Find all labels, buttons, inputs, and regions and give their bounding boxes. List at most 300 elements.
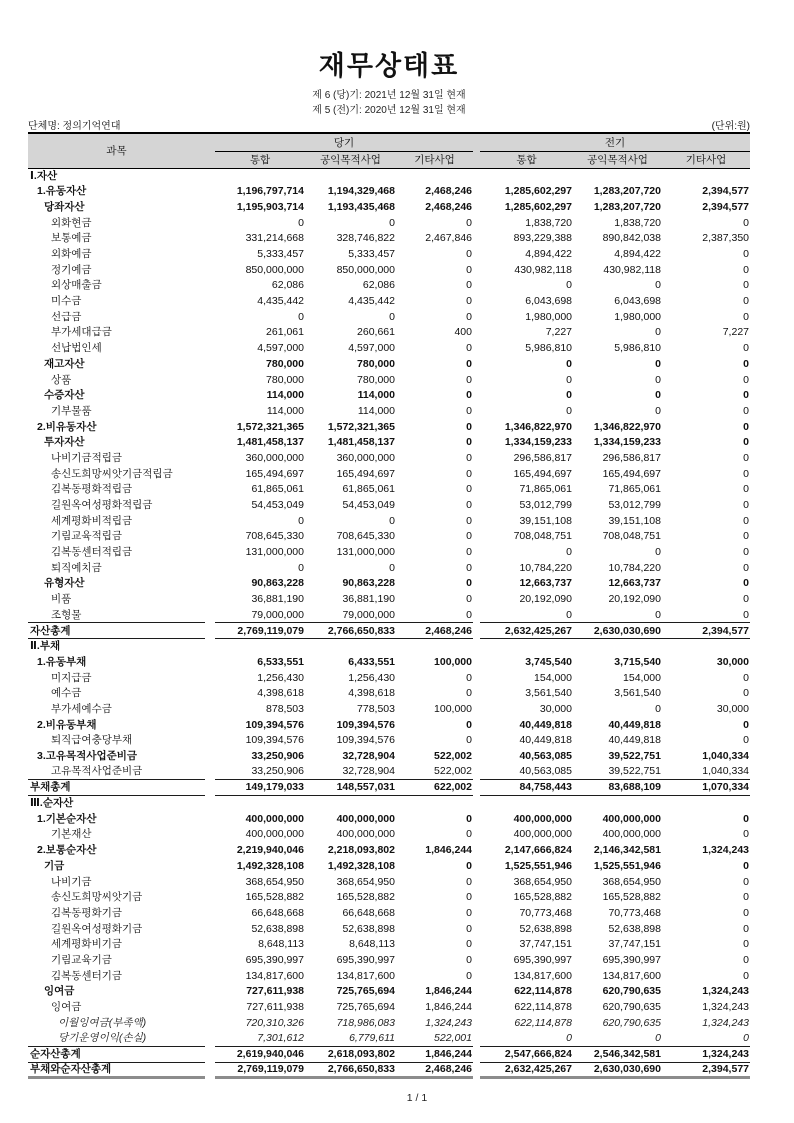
account-label: 1.기본순자산: [37, 812, 97, 825]
table-row: [28, 733, 750, 749]
column-gap: [205, 921, 215, 937]
column-gap: [205, 309, 215, 325]
amount-cell: 0: [466, 718, 472, 731]
column-gap: [205, 952, 215, 968]
amount-cell: 2,619,940,046: [215, 1047, 305, 1063]
amount-cell: 0: [466, 953, 472, 966]
amount-cell: 0: [655, 279, 661, 292]
account-label: 부채총계: [28, 780, 205, 796]
amount-cell: 0: [298, 310, 304, 323]
amount-cell: 1,525,551,946: [504, 859, 572, 872]
amount-cell: 0: [389, 216, 395, 229]
amount-cell: [215, 168, 305, 184]
account-label: 정기예금: [51, 263, 92, 276]
column-gap: [205, 1015, 215, 1031]
amount-cell: [305, 168, 396, 184]
amount-cell: 6,779,611: [349, 1032, 395, 1045]
column-gap: [473, 372, 480, 388]
amount-cell: 30,000: [539, 702, 572, 715]
amount-cell: 622,002: [396, 780, 473, 796]
account-label: 선급금: [51, 310, 82, 323]
account-label: 기본재산: [51, 828, 92, 841]
amount-cell: 331,214,668: [245, 232, 304, 245]
column-gap: [205, 356, 215, 372]
amount-cell: 134,817,600: [336, 969, 395, 982]
table-row: [28, 419, 750, 435]
amount-cell: 5,333,457: [257, 248, 304, 261]
amount-cell: 708,048,751: [602, 530, 661, 543]
amount-cell: 1,846,244: [396, 1047, 473, 1063]
table-row: [28, 827, 750, 843]
account-label: 1.유동부채: [37, 655, 87, 668]
table-row: [28, 482, 750, 498]
amount-cell: 114,000: [266, 404, 304, 417]
account-label: 길원옥여성평화기금: [51, 922, 143, 935]
column-gap: [473, 419, 480, 435]
column-gap: [473, 513, 480, 529]
column-gap: [473, 529, 480, 545]
column-gap: [205, 278, 215, 294]
amount-cell: 20,192,090: [608, 593, 661, 606]
amount-cell: 1,838,720: [525, 216, 572, 229]
amount-cell: 1,256,430: [348, 671, 395, 684]
column-gap: [205, 905, 215, 921]
amount-cell: 114,000: [357, 404, 395, 417]
amount-cell: 1,196,797,714: [236, 185, 304, 198]
column-gap: [473, 968, 480, 984]
account-label: 송신도희망씨앗기금적립금: [51, 467, 173, 480]
amount-cell: 0: [466, 593, 472, 606]
column-gap: [473, 576, 480, 592]
amount-cell: 2,394,577: [702, 200, 749, 213]
amount-cell: 2,769,119,079: [215, 1062, 305, 1078]
amount-cell: 780,000: [266, 373, 304, 386]
amount-cell: 0: [566, 546, 572, 559]
amount-cell: 8,648,113: [258, 938, 304, 951]
table-row: [28, 748, 750, 764]
amount-cell: 0: [298, 216, 304, 229]
table-row: [28, 796, 750, 812]
amount-cell: 37,747,151: [608, 938, 661, 951]
amount-cell: 1,256,430: [257, 671, 304, 684]
amount-cell: 1,492,328,108: [327, 859, 395, 872]
account-label: 퇴직예치금: [51, 561, 102, 574]
amount-cell: 0: [466, 248, 472, 261]
amount-cell: 360,000,000: [245, 451, 304, 464]
amount-cell: 10,784,220: [608, 561, 661, 574]
amount-cell: 54,453,049: [342, 499, 395, 512]
table-row: [28, 246, 750, 262]
amount-cell: 100,000: [434, 655, 472, 668]
column-gap: [205, 780, 215, 796]
amount-cell: 0: [466, 734, 472, 747]
column-gap: [473, 466, 480, 482]
amount-cell: 1,481,458,137: [236, 436, 304, 449]
column-gap: [473, 294, 480, 310]
column-gap: [473, 952, 480, 968]
column-gap: [473, 1031, 480, 1047]
column-gap: [205, 246, 215, 262]
amount-cell: 0: [466, 875, 472, 888]
amount-cell: 0: [743, 357, 749, 370]
amount-cell: 40,449,818: [519, 718, 572, 731]
amount-cell: 2,394,577: [662, 623, 750, 639]
column-gap: [473, 843, 480, 859]
column-gap: [205, 388, 215, 404]
amount-cell: 0: [566, 404, 572, 417]
amount-cell: 0: [655, 373, 661, 386]
amount-cell: 1,334,159,233: [593, 436, 661, 449]
amount-cell: 39,151,108: [519, 514, 572, 527]
amount-cell: [215, 796, 305, 812]
amount-cell: 148,557,031: [305, 780, 396, 796]
column-header-current-other: 기타사업: [396, 151, 473, 168]
table-row: [28, 607, 750, 623]
table-row: [28, 1047, 750, 1063]
column-gap: [473, 890, 480, 906]
column-gap: [473, 356, 480, 372]
column-gap: [205, 215, 215, 231]
amount-cell: 0: [743, 875, 749, 888]
amount-cell: 0: [743, 263, 749, 276]
amount-cell: 4,597,000: [348, 342, 395, 355]
amount-cell: 7,227: [722, 326, 749, 339]
column-gap: [205, 576, 215, 592]
amount-cell: 40,563,085: [519, 765, 572, 778]
amount-cell: 36,881,190: [342, 593, 395, 606]
column-gap: [473, 999, 480, 1015]
amount-cell: 134,817,600: [602, 969, 661, 982]
table-row: [28, 717, 750, 733]
amount-cell: 1,846,244: [425, 844, 472, 857]
amount-cell: 0: [466, 389, 472, 402]
column-gap: [473, 231, 480, 247]
amount-cell: 0: [743, 530, 749, 543]
amount-cell: 165,528,882: [336, 891, 395, 904]
column-gap: [205, 168, 215, 184]
table-row: [28, 1031, 750, 1047]
amount-cell: 165,528,882: [602, 891, 661, 904]
column-gap: [473, 388, 480, 404]
amount-cell: 0: [466, 938, 472, 951]
amount-cell: 54,453,049: [251, 499, 304, 512]
amount-cell: 0: [466, 357, 472, 370]
meta-row: [28, 119, 750, 132]
amount-cell: 0: [466, 263, 472, 276]
column-gap: [473, 811, 480, 827]
amount-cell: 0: [466, 499, 472, 512]
amount-cell: 0: [466, 373, 472, 386]
amount-cell: 1,481,458,137: [327, 436, 395, 449]
amount-cell: 368,654,950: [602, 875, 661, 888]
column-header-current-public: 공익목적사업: [305, 151, 396, 168]
column-gap: [205, 937, 215, 953]
amount-cell: 2,630,030,690: [573, 623, 662, 639]
amount-cell: 131,000,000: [245, 546, 304, 559]
amount-cell: 0: [566, 608, 572, 621]
table-row: [28, 623, 750, 639]
amount-cell: 850,000,000: [245, 263, 304, 276]
amount-cell: 0: [389, 310, 395, 323]
amount-cell: 368,654,950: [245, 875, 304, 888]
amount-cell: 0: [566, 373, 572, 386]
amount-cell: 1,525,551,946: [593, 859, 661, 872]
account-label: Ⅲ.순자산: [30, 797, 74, 810]
amount-cell: 0: [466, 828, 472, 841]
table-row: [28, 670, 750, 686]
amount-cell: 61,865,061: [251, 483, 304, 496]
column-gap: [473, 686, 480, 702]
amount-cell: 33,250,906: [251, 750, 304, 763]
amount-cell: 0: [466, 404, 472, 417]
amount-cell: 400,000,000: [336, 828, 395, 841]
amount-cell: 52,638,898: [519, 922, 572, 935]
table-row: [28, 294, 750, 310]
period-subtitles: [28, 88, 750, 118]
column-gap: [205, 419, 215, 435]
table-row: [28, 356, 750, 372]
column-gap: [205, 811, 215, 827]
amount-cell: 695,390,997: [513, 953, 572, 966]
amount-cell: 0: [466, 859, 472, 872]
amount-cell: 0: [743, 734, 749, 747]
amount-cell: 53,012,799: [519, 499, 572, 512]
column-gap: [473, 623, 480, 639]
amount-cell: 0: [743, 342, 749, 355]
account-label: 1.유동자산: [37, 185, 87, 198]
column-gap: [473, 199, 480, 215]
amount-cell: 0: [389, 514, 395, 527]
organization-name: 단체명: 정의기억연대: [28, 121, 121, 132]
amount-cell: 620,790,635: [602, 1001, 661, 1014]
amount-cell: 0: [743, 389, 749, 402]
amount-cell: 430,982,118: [514, 263, 572, 276]
column-gap: [205, 372, 215, 388]
amount-cell: 0: [466, 687, 472, 700]
amount-cell: 0: [466, 671, 472, 684]
column-header-prior-public: 공익목적사업: [573, 151, 662, 168]
table-row: [28, 231, 750, 247]
column-gap: [473, 403, 480, 419]
column-gap: [473, 733, 480, 749]
amount-cell: 0: [743, 608, 749, 621]
amount-cell: 0: [466, 530, 472, 543]
column-gap: [205, 654, 215, 670]
amount-cell: 2,630,030,690: [573, 1062, 662, 1078]
amount-cell: 149,179,033: [215, 780, 305, 796]
account-label: 당기운영이익(손실): [58, 1032, 147, 1045]
amount-cell: 0: [655, 702, 661, 715]
account-label: 2.비유동부채: [37, 718, 97, 731]
amount-cell: 20,192,090: [519, 593, 572, 606]
amount-cell: 0: [743, 1032, 749, 1045]
account-label: 기부물품: [51, 404, 92, 417]
column-gap: [205, 843, 215, 859]
amount-cell: 296,586,817: [513, 451, 572, 464]
column-gap: [205, 858, 215, 874]
column-gap: [473, 701, 480, 717]
account-label: 자산총계: [28, 623, 205, 639]
amount-cell: [662, 639, 750, 655]
amount-cell: 430,982,118: [603, 263, 661, 276]
table-row: [28, 435, 750, 451]
column-gap: [473, 937, 480, 953]
amount-cell: 0: [466, 546, 472, 559]
column-group-current: 당기: [215, 133, 473, 151]
amount-cell: [480, 168, 573, 184]
amount-cell: 2,468,246: [396, 1062, 473, 1078]
amount-cell: 622,114,878: [514, 1016, 572, 1029]
amount-cell: 1,040,334: [702, 765, 749, 778]
amount-cell: 40,449,818: [519, 734, 572, 747]
amount-cell: 4,894,422: [525, 248, 572, 261]
amount-cell: 296,586,817: [602, 451, 661, 464]
table-row: [28, 686, 750, 702]
account-label: 길원옥여성평화적립금: [51, 499, 153, 512]
column-gap: [473, 497, 480, 513]
amount-cell: 2,766,650,833: [305, 1062, 396, 1078]
amount-cell: 0: [466, 420, 472, 433]
amount-cell: 0: [655, 608, 661, 621]
amount-cell: 52,638,898: [608, 922, 661, 935]
amount-cell: 1,838,720: [614, 216, 661, 229]
amount-cell: 2,632,425,267: [480, 1062, 573, 1078]
table-row: [28, 450, 750, 466]
column-gap: [205, 199, 215, 215]
account-label: 외화예금: [51, 248, 92, 261]
amount-cell: 0: [298, 514, 304, 527]
account-label: 2.비유동자산: [37, 420, 97, 433]
amount-cell: 1,324,243: [702, 985, 749, 998]
column-gap: [473, 545, 480, 561]
amount-cell: 890,842,038: [602, 232, 661, 245]
account-label: 잉여금: [44, 985, 75, 998]
amount-cell: 0: [743, 451, 749, 464]
amount-cell: 53,012,799: [608, 499, 661, 512]
amount-cell: 400,000,000: [245, 812, 304, 825]
amount-cell: 3,715,540: [614, 655, 661, 668]
amount-cell: 1,195,903,714: [236, 200, 304, 213]
table-row: [28, 168, 750, 184]
amount-cell: 30,000: [716, 655, 749, 668]
amount-cell: 0: [743, 671, 749, 684]
amount-cell: 109,394,576: [336, 734, 395, 747]
amount-cell: 4,894,422: [614, 248, 661, 261]
column-gap: [473, 874, 480, 890]
amount-cell: 90,863,228: [251, 577, 304, 590]
amount-cell: 114,000: [357, 389, 395, 402]
table-row: [28, 999, 750, 1015]
column-gap: [205, 545, 215, 561]
amount-cell: 6,043,698: [614, 295, 661, 308]
amount-cell: 1,324,243: [702, 1001, 749, 1014]
amount-cell: 79,000,000: [342, 608, 395, 621]
amount-cell: 1,980,000: [614, 310, 661, 323]
column-gap: [205, 623, 215, 639]
amount-cell: 622,114,878: [514, 1001, 572, 1014]
account-label: 예수금: [51, 687, 82, 700]
amount-cell: 2,632,425,267: [480, 623, 573, 639]
account-label: 부가세예수금: [51, 702, 112, 715]
amount-cell: 1,980,000: [525, 310, 572, 323]
amount-cell: 1,324,243: [702, 1016, 749, 1029]
amount-cell: 0: [743, 828, 749, 841]
table-row: [28, 199, 750, 215]
amount-cell: 2,618,093,802: [305, 1047, 396, 1063]
amount-cell: 0: [566, 1032, 572, 1045]
account-label: 조형물: [51, 608, 82, 621]
amount-cell: 260,661: [357, 326, 395, 339]
amount-cell: 0: [466, 436, 472, 449]
amount-cell: 0: [655, 326, 661, 339]
amount-cell: 2,467,846: [425, 232, 472, 245]
amount-cell: 620,790,635: [602, 1016, 661, 1029]
column-gap: [205, 796, 215, 812]
amount-cell: 39,522,751: [608, 750, 661, 763]
column-gap: [205, 999, 215, 1015]
amount-cell: 109,394,576: [336, 718, 395, 731]
table-row: [28, 403, 750, 419]
account-label: 선납법인세: [51, 342, 102, 355]
amount-cell: 1,334,159,233: [504, 436, 572, 449]
amount-cell: 165,494,697: [602, 467, 661, 480]
amount-cell: 0: [743, 906, 749, 919]
amount-cell: 40,563,085: [519, 750, 572, 763]
column-gap: [473, 858, 480, 874]
account-label: Ⅱ.부채: [30, 640, 61, 653]
amount-cell: 0: [743, 891, 749, 904]
amount-cell: 2,219,940,046: [236, 844, 304, 857]
column-gap: [205, 341, 215, 357]
amount-cell: 32,728,904: [342, 750, 395, 763]
amount-cell: 0: [298, 561, 304, 574]
column-gap: [205, 686, 215, 702]
amount-cell: [396, 639, 473, 655]
amount-cell: 0: [743, 295, 749, 308]
amount-cell: 695,390,997: [602, 953, 661, 966]
column-gap: [205, 231, 215, 247]
table-header: [28, 133, 750, 168]
column-gap: [205, 733, 215, 749]
amount-cell: 400,000,000: [513, 828, 572, 841]
column-gap: [473, 796, 480, 812]
unit-label: (단위:원): [711, 121, 750, 132]
amount-cell: 0: [743, 561, 749, 574]
column-gap: [473, 341, 480, 357]
amount-cell: 71,865,061: [608, 483, 661, 496]
amount-cell: 4,435,442: [257, 295, 304, 308]
table-row: [28, 560, 750, 576]
amount-cell: 0: [466, 279, 472, 292]
amount-cell: 39,522,751: [608, 765, 661, 778]
table-row: [28, 325, 750, 341]
amount-cell: [573, 168, 662, 184]
table-row: [28, 764, 750, 780]
account-label: 2.보통순자산: [37, 844, 97, 857]
amount-cell: 778,503: [357, 702, 395, 715]
table-row: [28, 545, 750, 561]
amount-cell: 0: [743, 248, 749, 261]
account-label: 외상매출금: [51, 279, 102, 292]
amount-cell: 1,324,243: [702, 844, 749, 857]
amount-cell: 66,648,668: [342, 906, 395, 919]
amount-cell: 2,769,119,079: [215, 623, 305, 639]
column-gap: [205, 607, 215, 623]
amount-cell: 368,654,950: [336, 875, 395, 888]
amount-cell: 0: [466, 922, 472, 935]
amount-cell: 1,846,244: [425, 985, 472, 998]
amount-cell: 727,611,938: [246, 1001, 304, 1014]
